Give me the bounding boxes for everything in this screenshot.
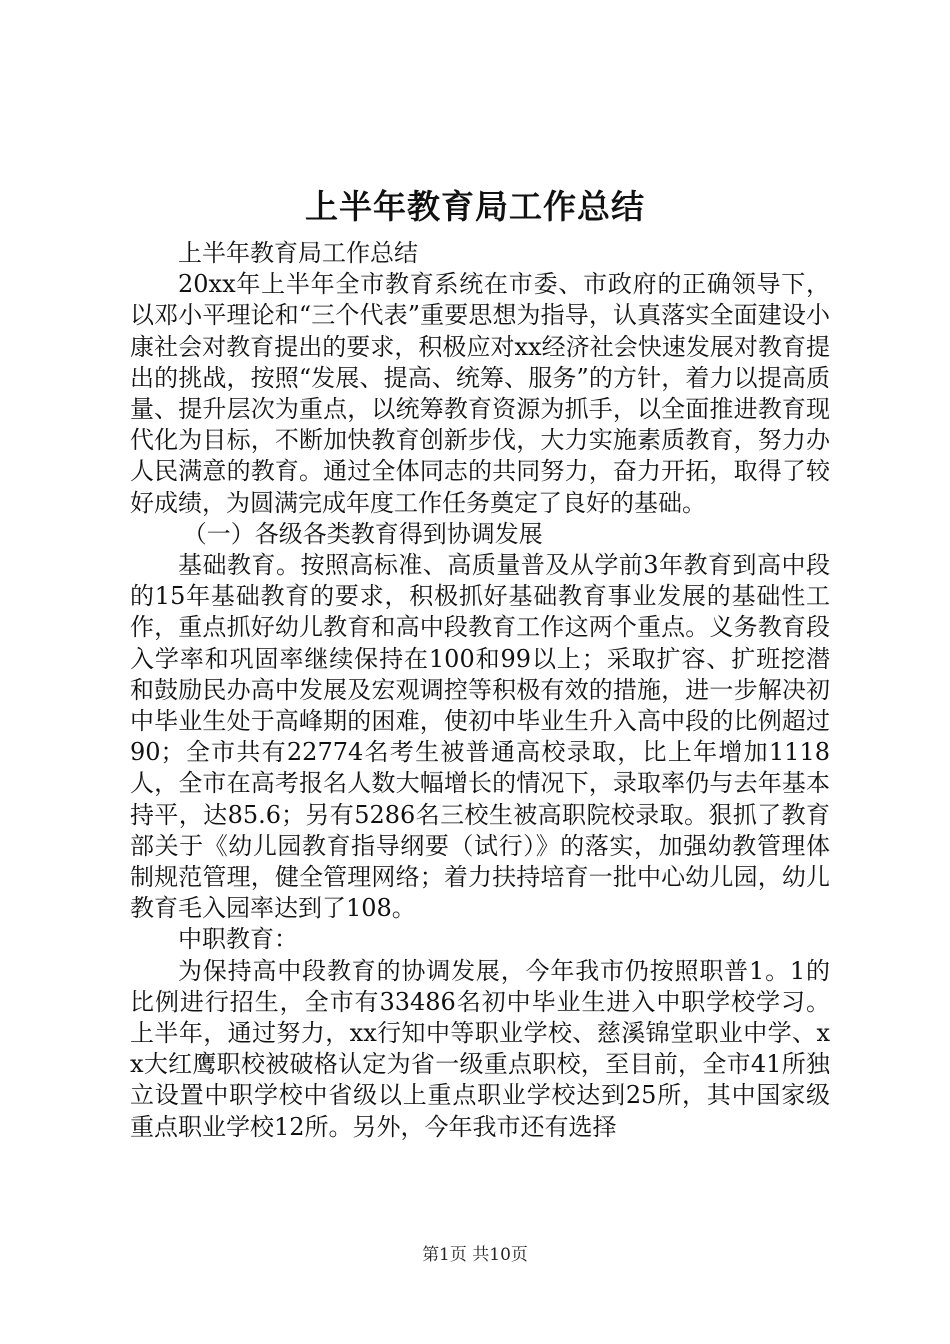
- document-title: 上半年教育局工作总结: [305, 187, 645, 226]
- vocational-education-paragraph: 为保持高中段教育的协调发展，今年我市仍按照职普1。1的比例进行招生，全市有33486名初中毕业生进入中职学校学习。上半年，通过努力，xx行知中等职业学校、慈溪锦堂职业中学、xx大红鹰职校被破格认定为省一级重点职校，至目前，全市41所独立设置中职学校中省级以上重点职业学校达到25所，其中国家级重点职业学校12所。另外，今年我市还有选择: [130, 956, 830, 1141]
- document-body: [130, 238, 830, 1143]
- intro-paragraph: 20xx年上半年全市教育系统在市委、市政府的正确领导下，以邓小平理论和“三个代表”重要思想为指导，认真落实全面建设小康社会对教育提出的要求，积极应对xx经济社会快速发展对教育提出的挑战，按照“发展、提高、统筹、服务”的方针，着力以提高质量、提升层次为重点，以统筹教育资源为抓手，以全面推进教育现代化为目标，不断加快教育创新步伐，大力实施素质教育，努力办人民满意的教育。通过全体同志的共同努力，奋力开拓，取得了较好成绩，为圆满完成年度工作任务奠定了良好的基础。: [130, 270, 830, 517]
- subtitle-paragraph: 上半年教育局工作总结: [178, 239, 418, 267]
- vocational-education-heading: 中职教育：: [178, 925, 298, 954]
- page-footer: 第1页 共10页: [422, 1245, 528, 1265]
- basic-education-paragraph: 基础教育。按照高标准、高质量普及从学前3年教育到高中段的15年基础教育的要求，积极抓好基础教育事业发展的基础性工作，重点抓好幼儿教育和高中段教育工作这两个重点。义务教育段入学率和巩固率继续保持在100和99以上；采取扩容、扩班挖潜和鼓励民办高中发展及宏观调控等积极有效的措施，进一步解决初中毕业生处于高峰期的困难，使初中毕业生升入高中段的比例超过90；全市共有22774名考生被普通高校录取，比上年增加1118人，全市在高考报名人数大幅增长的情况下，录取率仍与去年基本持平，达85.6；另有5286名三校生被高职院校录取。狠抓了教育部关于《幼儿园教育指导纲要（试行）》的落实，加强幼教管理体制规范管理，健全管理网络；着力扶持培育一批中心幼儿园，幼儿教育毛入园率达到了108。: [130, 551, 830, 923]
- section-heading: （一）各级各类教育得到协调发展: [182, 519, 543, 548]
